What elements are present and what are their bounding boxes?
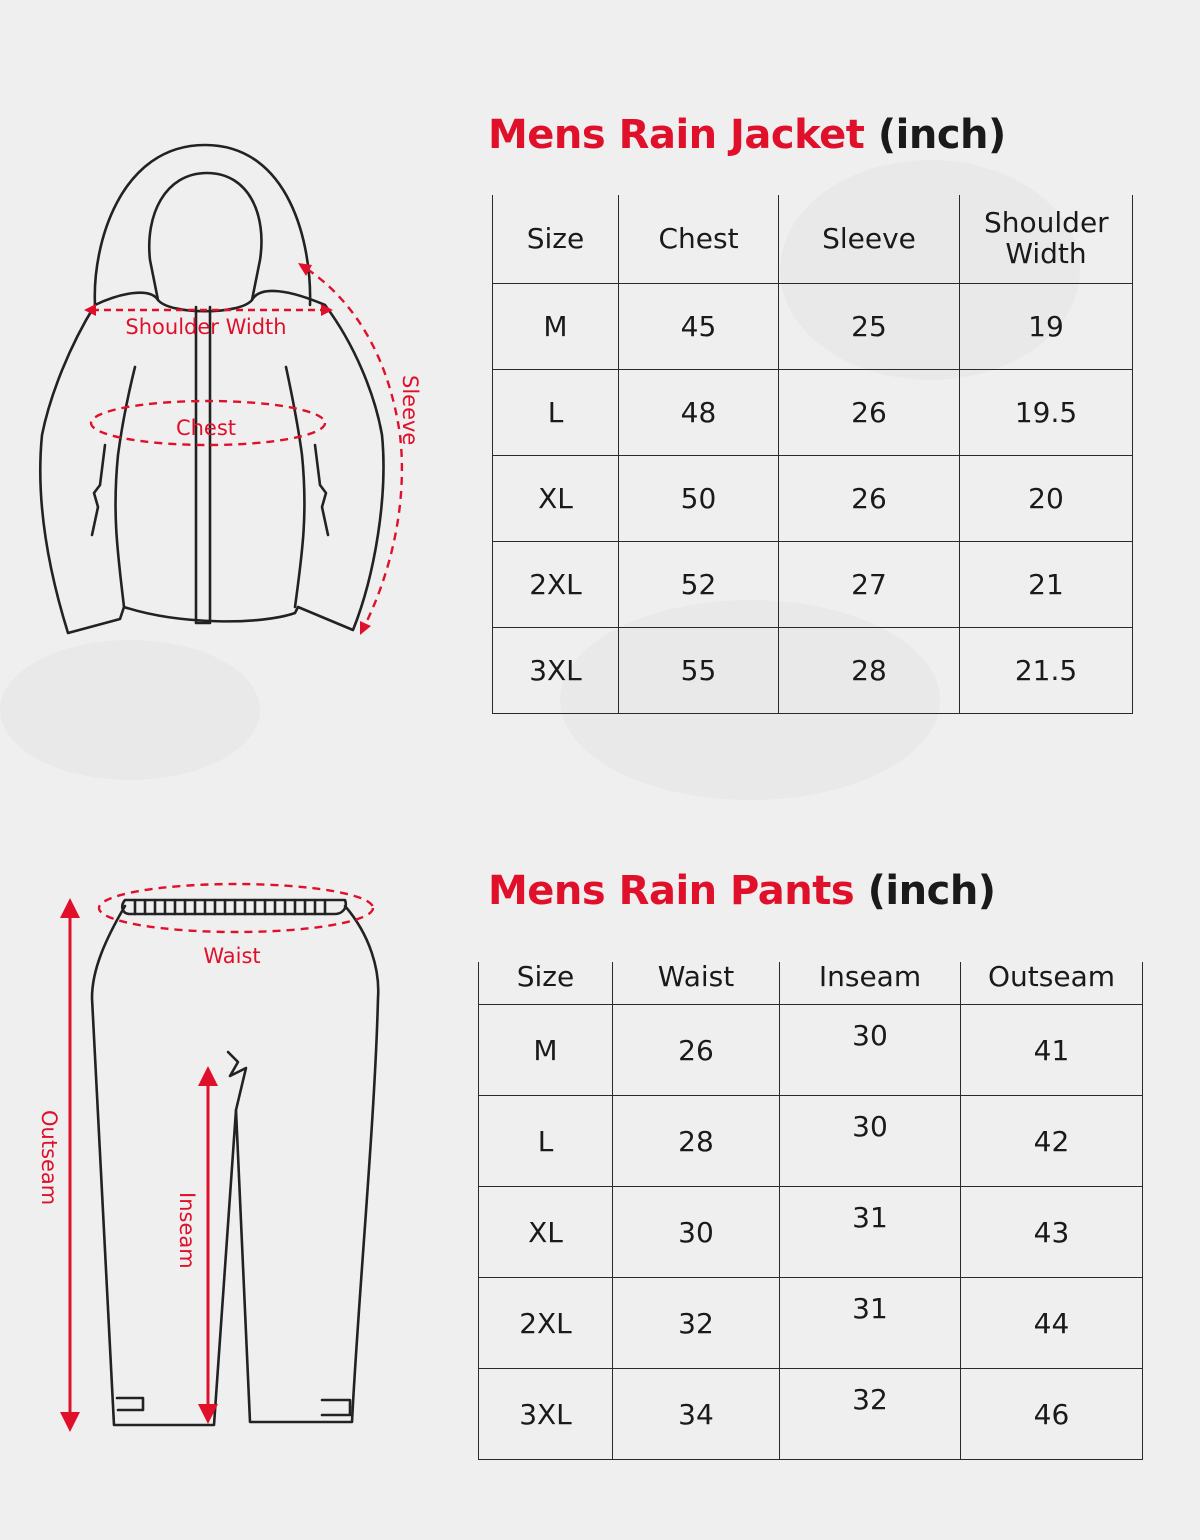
jacket-header-shoulder-width: Shoulder Width <box>960 195 1133 284</box>
table-cell: 50 <box>619 456 779 542</box>
table-cell: 26 <box>779 456 960 542</box>
pants-header-size: Size <box>479 962 613 1005</box>
table-row <box>493 456 1133 542</box>
pants-cuff-right <box>322 1400 350 1415</box>
table-cell: 2XL <box>479 1278 613 1369</box>
table-row <box>479 1278 1143 1369</box>
table-cell: 31 <box>780 1278 961 1369</box>
table-cell: 34 <box>613 1369 780 1460</box>
table-cell: 25 <box>779 284 960 370</box>
table-cell: 32 <box>613 1278 780 1369</box>
table-cell: 20 <box>960 456 1133 542</box>
pants-header-inseam: Inseam <box>780 962 961 1005</box>
pants-cuff-left <box>117 1398 143 1410</box>
pants-size-table <box>478 962 1143 1460</box>
jacket-hood-outer <box>95 145 310 305</box>
table-cell: 55 <box>619 628 779 714</box>
jacket-diagram <box>20 135 460 645</box>
pants-fly <box>228 1052 246 1110</box>
jacket-zipper <box>196 307 210 623</box>
table-cell: XL <box>479 1187 613 1278</box>
table-cell: 19.5 <box>960 370 1133 456</box>
table-cell: 30 <box>613 1187 780 1278</box>
inseam-label: Inseam <box>175 1192 199 1269</box>
table-cell: 31 <box>780 1187 961 1278</box>
chest-label: Chest <box>175 416 237 440</box>
jacket-sleeve-seam-right <box>286 367 304 607</box>
jacket-sleeve-seam-left <box>116 367 135 607</box>
jacket-hood-inner <box>149 173 261 311</box>
table-cell: 46 <box>961 1369 1143 1460</box>
table-cell: 44 <box>961 1278 1143 1369</box>
table-cell: 27 <box>779 542 960 628</box>
outseam-label: Outseam <box>37 1110 61 1206</box>
background-blob <box>0 640 260 780</box>
table-cell: M <box>493 284 619 370</box>
table-cell: L <box>493 370 619 456</box>
table-cell: 26 <box>779 370 960 456</box>
table-cell: 28 <box>613 1096 780 1187</box>
pants-outline <box>92 906 378 1425</box>
table-cell: 43 <box>961 1187 1143 1278</box>
pants-title-unit: (inch) <box>867 868 996 914</box>
table-row <box>493 628 1133 714</box>
table-cell: 48 <box>619 370 779 456</box>
jacket-title-unit: (inch) <box>877 112 1006 158</box>
table-cell: 30 <box>780 1005 961 1096</box>
table-row <box>479 1369 1143 1460</box>
table-cell: 26 <box>613 1005 780 1096</box>
jacket-title <box>488 112 1006 158</box>
table-row <box>479 1005 1143 1096</box>
waist-label: Waist <box>203 944 261 968</box>
pants-title <box>488 868 996 914</box>
table-cell: M <box>479 1005 613 1096</box>
table-row <box>493 370 1133 456</box>
table-cell: L <box>479 1096 613 1187</box>
table-cell: 30 <box>780 1096 961 1187</box>
table-cell: 45 <box>619 284 779 370</box>
jacket-header-chest: Chest <box>619 195 779 284</box>
shoulder-width-label: Shoulder Width <box>125 315 287 339</box>
table-row <box>493 542 1133 628</box>
table-row <box>493 284 1133 370</box>
table-cell: 21.5 <box>960 628 1133 714</box>
pants-diagram <box>30 870 400 1450</box>
table-cell: 2XL <box>493 542 619 628</box>
jacket-title-text: Mens Rain Jacket <box>488 112 865 158</box>
jacket-header-sleeve: Sleeve <box>779 195 960 284</box>
table-cell: 52 <box>619 542 779 628</box>
pants-title-text: Mens Rain Pants <box>488 868 855 914</box>
jacket-body-outline <box>40 291 383 633</box>
jacket-header-size: Size <box>493 195 619 284</box>
pants-waistband-ribbing <box>135 900 325 914</box>
pants-header-waist: Waist <box>613 962 780 1005</box>
table-row <box>479 1187 1143 1278</box>
table-cell: 3XL <box>479 1369 613 1460</box>
jacket-side-right <box>315 445 328 535</box>
table-cell: 3XL <box>493 628 619 714</box>
table-row <box>479 1096 1143 1187</box>
jacket-side-left <box>92 445 105 535</box>
table-cell: 32 <box>780 1369 961 1460</box>
pants-table-header-row <box>479 962 1143 1005</box>
sleeve-label: Sleeve <box>398 375 422 446</box>
pants-header-outseam: Outseam <box>961 962 1143 1005</box>
table-cell: 19 <box>960 284 1133 370</box>
table-cell: 41 <box>961 1005 1143 1096</box>
jacket-table-header-row <box>493 195 1133 284</box>
jacket-size-table <box>492 195 1133 714</box>
table-cell: 21 <box>960 542 1133 628</box>
table-cell: 28 <box>779 628 960 714</box>
table-cell: XL <box>493 456 619 542</box>
table-cell: 42 <box>961 1096 1143 1187</box>
sleeve-arrow <box>307 269 402 627</box>
